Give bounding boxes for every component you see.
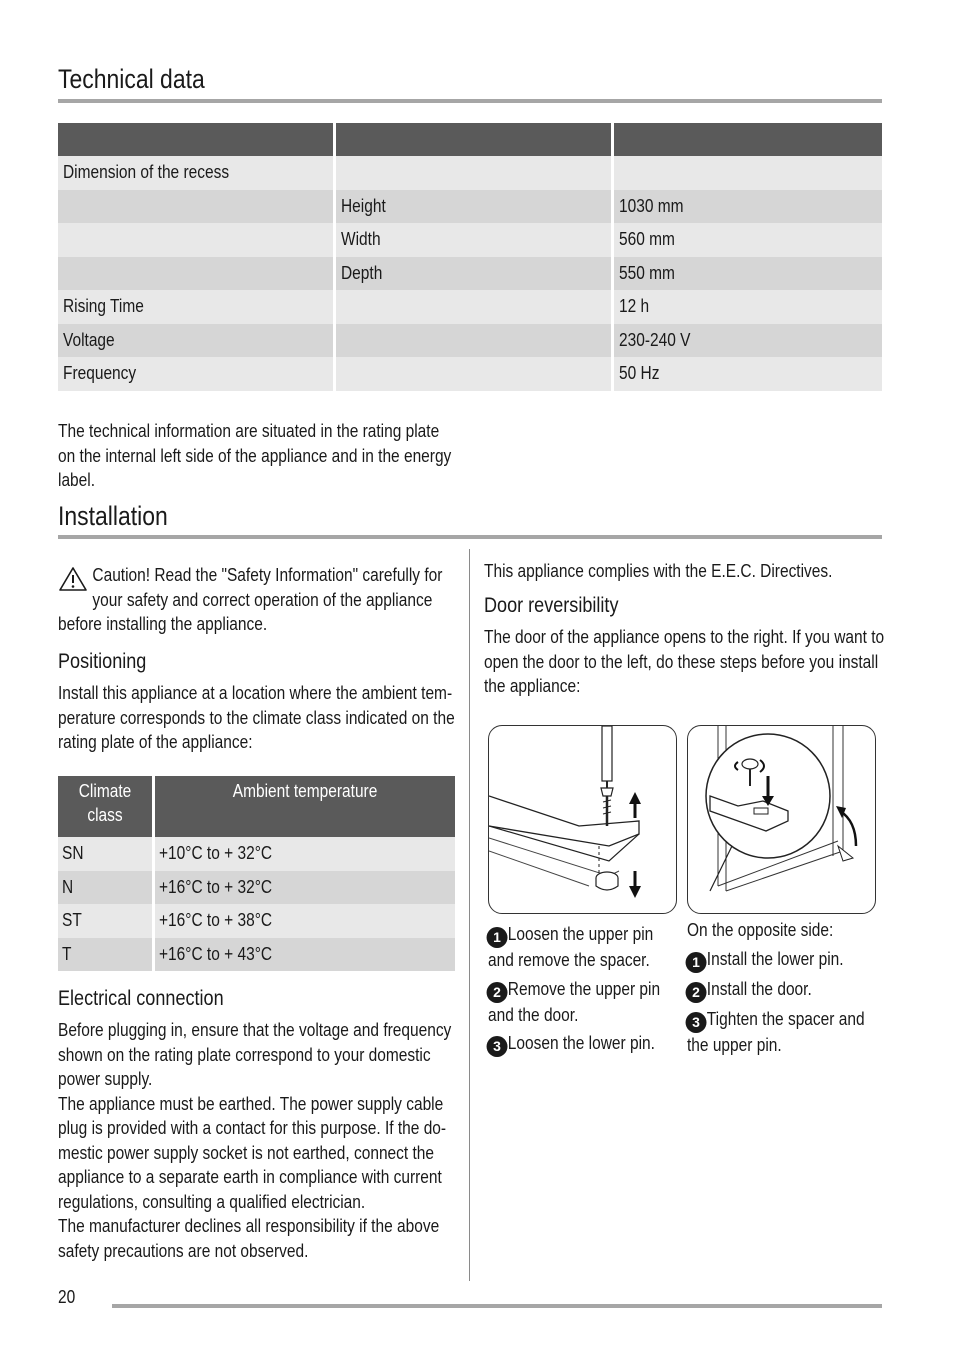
- list-item: 1 Install the lower pin.: [687, 947, 855, 973]
- lower-hinge-diagram: [688, 726, 875, 913]
- page-number: 20: [58, 1287, 76, 1307]
- table-row: Depth 550 mm: [58, 257, 882, 291]
- step-number-badge: 2: [487, 982, 508, 1003]
- hinge-pin-diagram: [489, 726, 676, 913]
- eec-compliance-text: This appliance complies with the E.E.C. Directives.: [484, 561, 833, 581]
- list-item: 2 Install the door.: [687, 977, 855, 1003]
- list-item: 1 Loosen the upper pin: [488, 922, 651, 948]
- electrical-text: Before plugging in, ensure that the voltage and frequency shown on the rating plate correspond to your domestic power supply. The appliance must be earthed. The power supply cable plug is provided with a contact for this purpose. If the do- mestic power supply socket is not earthed, connect the appliance to a separate earth in compliance with current regulations, consulting a qualified electrician. The manufacturer declines all responsibility if the above safety precautions are not observed.: [58, 1020, 452, 1261]
- caution-label: Caution!: [92, 565, 151, 585]
- column-divider: [469, 549, 470, 1281]
- table-row: Dimension of the recess: [58, 156, 882, 190]
- steps-list-left: 1 Loosen the upper pin and remove the spacer. 2 Remove the upper pin and the door. 3 Loosen the lower pin.: [488, 922, 678, 1057]
- heading-rule: [58, 99, 882, 103]
- steps-list-right: On the opposite side: 1 Install the lower pin. 2 Install the door. 3 Tighten the spacer and the upper pin.: [687, 920, 865, 1055]
- step-number-badge: 1: [686, 952, 707, 973]
- door-hinge-illustration-upper: [488, 725, 677, 914]
- step-number-badge: 3: [686, 1012, 707, 1033]
- step-number-badge: 3: [487, 1036, 508, 1057]
- table-row: Width 560 mm: [58, 223, 882, 257]
- door-hinge-illustration-lower: [687, 725, 876, 914]
- table-row: Voltage 230-240 V: [58, 324, 882, 358]
- step-number-badge: 2: [686, 982, 707, 1003]
- heading-rule: [58, 535, 882, 539]
- caution-text: Caution! Read the "Safety Information" carefully for your safety and correct operation of the appliance before installing the appliance.: [58, 565, 443, 634]
- technical-note: The technical information are situated in the rating plate on the internal left side of the appliance and in the energy label.: [58, 421, 452, 490]
- footer-rule: [112, 1304, 882, 1308]
- technical-data-heading: Technical data: [58, 64, 205, 94]
- table-header-row: Climate class Ambient temperature: [58, 776, 455, 837]
- technical-data-table: [58, 123, 882, 391]
- table-row: N +16°C to + 32°C: [58, 871, 455, 905]
- table-row: T +16°C to + 43°C: [58, 938, 455, 972]
- step-number-badge: 1: [487, 927, 508, 948]
- door-reversibility-text: The door of the appliance opens to the right. If you want to open the door to the left, do these steps before you install the appliance:: [484, 627, 885, 696]
- table-row: Height 1030 mm: [58, 190, 882, 224]
- installation-heading: Installation: [58, 501, 168, 531]
- table-row: SN +10°C to + 32°C: [58, 837, 455, 871]
- table-header-row: [58, 123, 882, 156]
- list-item: 2 Remove the upper pin: [488, 977, 651, 1003]
- electrical-connection-heading: Electrical connection: [58, 987, 224, 1010]
- table-row: Rising Time 12 h: [58, 290, 882, 324]
- table-row: Frequency 50 Hz: [58, 357, 882, 391]
- door-reversibility-heading: Door reversibility: [484, 594, 619, 617]
- table-row: ST +16°C to + 38°C: [58, 904, 455, 938]
- list-item: 3 Loosen the lower pin.: [488, 1031, 651, 1057]
- positioning-text: Install this appliance at a location where the ambient tem- perature corresponds to the climate class indicated on the rating plate of the appliance:: [58, 683, 455, 752]
- climate-class-table: [58, 776, 455, 971]
- positioning-heading: Positioning: [58, 650, 147, 673]
- list-item: 3 Tighten the spacer and: [687, 1007, 855, 1033]
